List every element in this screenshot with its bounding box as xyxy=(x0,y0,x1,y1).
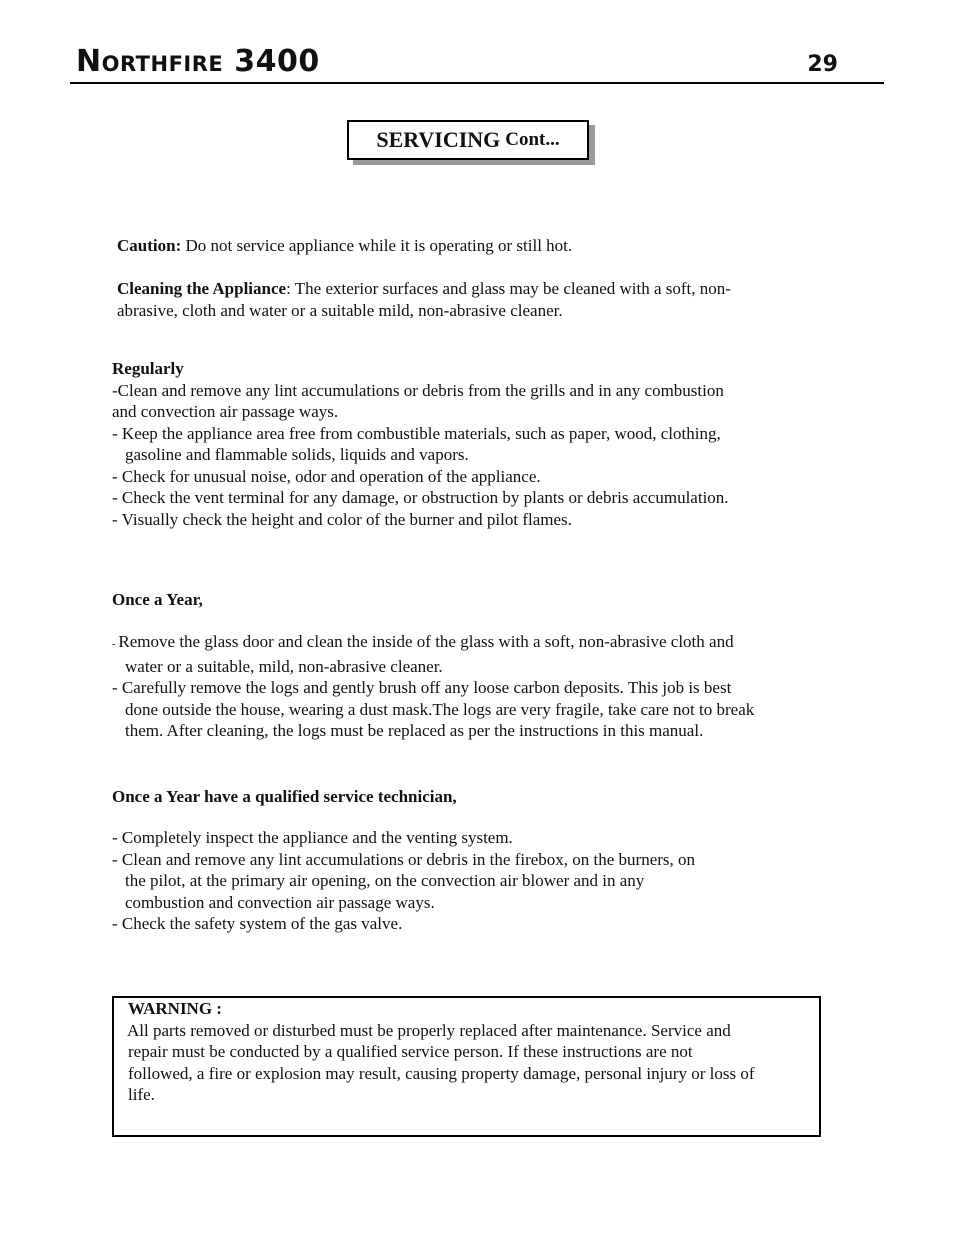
once-a-year-item-line: water or a suitable, mild, non-abrasive cleaner. xyxy=(125,656,443,676)
regularly-item-line: - Keep the appliance area free from combustible materials, such as paper, wood, clothing, xyxy=(112,423,721,443)
page-number: 29 xyxy=(807,52,838,77)
section-title-box xyxy=(347,120,589,160)
section-title: SERVICING xyxy=(376,127,501,152)
technician-item-line: the pilot, at the primary air opening, on the convection air blower and in any xyxy=(125,871,645,890)
warning-text xyxy=(127,998,754,1106)
technician-heading: Once a Year have a qualified service technician, xyxy=(112,787,457,806)
cleaning-text-line-1: : The exterior surfaces and glass may be cleaned with a soft, non- xyxy=(286,279,731,298)
warning-line: repair must be conducted by a qualified service person. If these instructions are not xyxy=(128,1042,693,1061)
warning-line: life. xyxy=(128,1085,155,1104)
once-a-year-item-line: Remove the glass door and clean the inside of the glass with a soft, non-abrasive cloth and xyxy=(118,632,734,651)
technician-item-line: - Check the safety system of the gas valve. xyxy=(112,914,403,933)
regularly-item-line: -Clean and remove any lint accumulations or debris from the grills and in any combustion xyxy=(112,380,724,400)
technician-list xyxy=(112,827,695,935)
once-a-year-item-line: done outside the house, wearing a dust mask.The logs are very fragile, take care not to break xyxy=(125,699,755,719)
regularly-heading: Regularly xyxy=(112,359,184,378)
once-a-year-list xyxy=(112,631,754,742)
cleaning-paragraph xyxy=(117,278,731,321)
technician-item-line: - Clean and remove any lint accumulations or debris in the firebox, on the burners, on xyxy=(112,849,696,869)
warning-line: followed, a fire or explosion may result, causing property damage, personal injury or loss of xyxy=(128,1063,755,1083)
page-header-title: Northfire 3400 xyxy=(76,44,320,79)
caution-text: Do not service appliance while it is operating or still hot. xyxy=(181,236,573,255)
warning-line: All parts removed or disturbed must be properly replaced after maintenance. Service and xyxy=(127,1020,731,1040)
regularly-section xyxy=(112,358,729,530)
once-a-year-heading: Once a Year, xyxy=(112,590,203,609)
once-a-year-item-line: them. After cleaning, the logs must be replaced as per the instructions in this manual. xyxy=(125,721,704,740)
section-subtitle: Cont... xyxy=(505,129,560,150)
regularly-item-line: - Check for unusual noise, odor and operation of the appliance. xyxy=(112,466,541,486)
regularly-item-line: - Visually check the height and color of the burner and pilot flames. xyxy=(112,509,572,529)
regularly-item-line: - Check the vent terminal for any damage, or obstruction by plants or debris accumulation. xyxy=(112,488,729,507)
cleaning-text-line-2: abrasive, cloth and water or a suitable mild, non-abrasive cleaner. xyxy=(117,300,563,320)
warning-label: WARNING : xyxy=(128,999,222,1018)
caution-paragraph xyxy=(117,235,572,257)
cleaning-label: Cleaning the Appliance xyxy=(117,279,287,298)
technician-item-line: - Completely inspect the appliance and the venting system. xyxy=(112,828,513,847)
regularly-item-line: gasoline and flammable solids, liquids and vapors. xyxy=(125,445,469,464)
regularly-item-line: and convection air passage ways. xyxy=(112,402,339,421)
caution-label: Caution: xyxy=(117,236,182,255)
once-a-year-item-line: - Carefully remove the logs and gently brush off any loose carbon deposits. This job is best xyxy=(112,678,732,697)
technician-item-line: combustion and convection air passage ways. xyxy=(125,892,435,912)
header-divider xyxy=(70,82,884,84)
list-dash: - xyxy=(112,638,119,650)
